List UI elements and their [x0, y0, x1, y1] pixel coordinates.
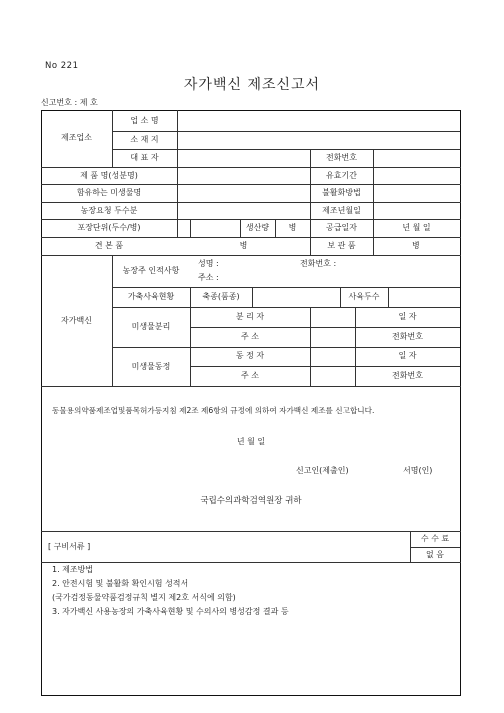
identifier-label: 동 정 자: [235, 351, 265, 360]
identification-date-label: 일 자: [398, 351, 417, 360]
document-number: No 221: [45, 61, 79, 71]
location-label: 소 재 지: [130, 135, 159, 144]
storage-unit: 병: [412, 241, 420, 250]
fee-value: 없 음: [426, 550, 444, 559]
manufacturer-label: 제조업소: [61, 133, 92, 142]
sample-unit: 병: [239, 241, 248, 250]
applicant-label: 신고인(제출인): [296, 466, 349, 475]
isolation-label: 미생물분리: [131, 322, 171, 331]
bottle-unit: 병: [288, 223, 297, 232]
owner-phone-label: 전화번호 :: [300, 259, 337, 268]
identifier-address-label: 주 소: [241, 371, 259, 380]
isolator-address-label: 주 소: [241, 332, 259, 341]
autovaccine-label: 자가백신: [61, 316, 92, 325]
phone-label: 전화번호: [326, 153, 357, 162]
head-count-label: 사육두수: [348, 292, 380, 301]
business-name-label: 업 소 명: [130, 116, 159, 125]
owner-name-label: 성명 :: [198, 259, 219, 268]
signature-label: 서명(인): [403, 466, 433, 475]
livestock-status-label: 가축사육현황: [127, 292, 175, 301]
page-title: 자가백신 제조신고서: [183, 77, 321, 93]
date-line: 년 월 일: [236, 437, 266, 446]
document-item: 2. 안전시험 및 불활화 확인시험 성적서: [52, 579, 189, 588]
document-item: 3. 자가백신 사용농장의 가축사육현황 및 수의사의 병성감정 결과 등: [52, 607, 289, 616]
identifier-phone-label: 전화번호: [392, 371, 423, 380]
report-number: 신고번호 : 제 호: [41, 98, 98, 107]
representative-label: 대 표 자: [130, 153, 159, 162]
isolator-phone-label: 전화번호: [392, 332, 423, 341]
owner-address-label: 주소 :: [198, 273, 219, 282]
isolation-date-label: 일 자: [398, 312, 417, 321]
storage-label: 보 관 품: [327, 241, 356, 250]
isolator-label: 분 리 자: [235, 312, 265, 321]
documents-header: [ 구비서류 ]: [48, 542, 91, 551]
inactivation-label: 불활화방법: [322, 188, 361, 197]
sample-label: 견 본 품: [94, 241, 124, 250]
production-qty-label: 생산량: [245, 223, 270, 232]
supply-date-value: 년 월 일: [402, 223, 431, 232]
document-item-note: (국가검정동물약품검정규칙 별지 제2호 서식에 의함): [52, 593, 236, 602]
farm-owner-label: 농장주 인적사항: [122, 266, 180, 275]
manufacture-date-label: 제조년월일: [322, 206, 361, 215]
identification-label: 미생물동정: [131, 362, 171, 371]
fee-label: 수 수 료: [420, 534, 450, 543]
product-name-label: 제 품 명(성분명): [80, 171, 138, 180]
species-label: 축종(품종): [202, 292, 240, 301]
document-item: 1. 제조방법: [52, 565, 94, 574]
expiry-label: 유효기간: [326, 171, 357, 180]
microorganism-label: 함유하는 미생물명: [76, 188, 142, 197]
addressee: 국립수의과학검역원장 귀하: [200, 496, 302, 506]
statement-text: 동물용의약품제조업및품목허가등지침 제2조 제6항의 규정에 의하여 자가백신 제조를 신고합니다.: [52, 406, 375, 415]
farm-demand-label: 농장요청 두수분: [80, 206, 138, 215]
package-unit-label: 포장단위(두수/병): [77, 223, 141, 232]
supply-date-label: 공급일자: [326, 223, 357, 232]
